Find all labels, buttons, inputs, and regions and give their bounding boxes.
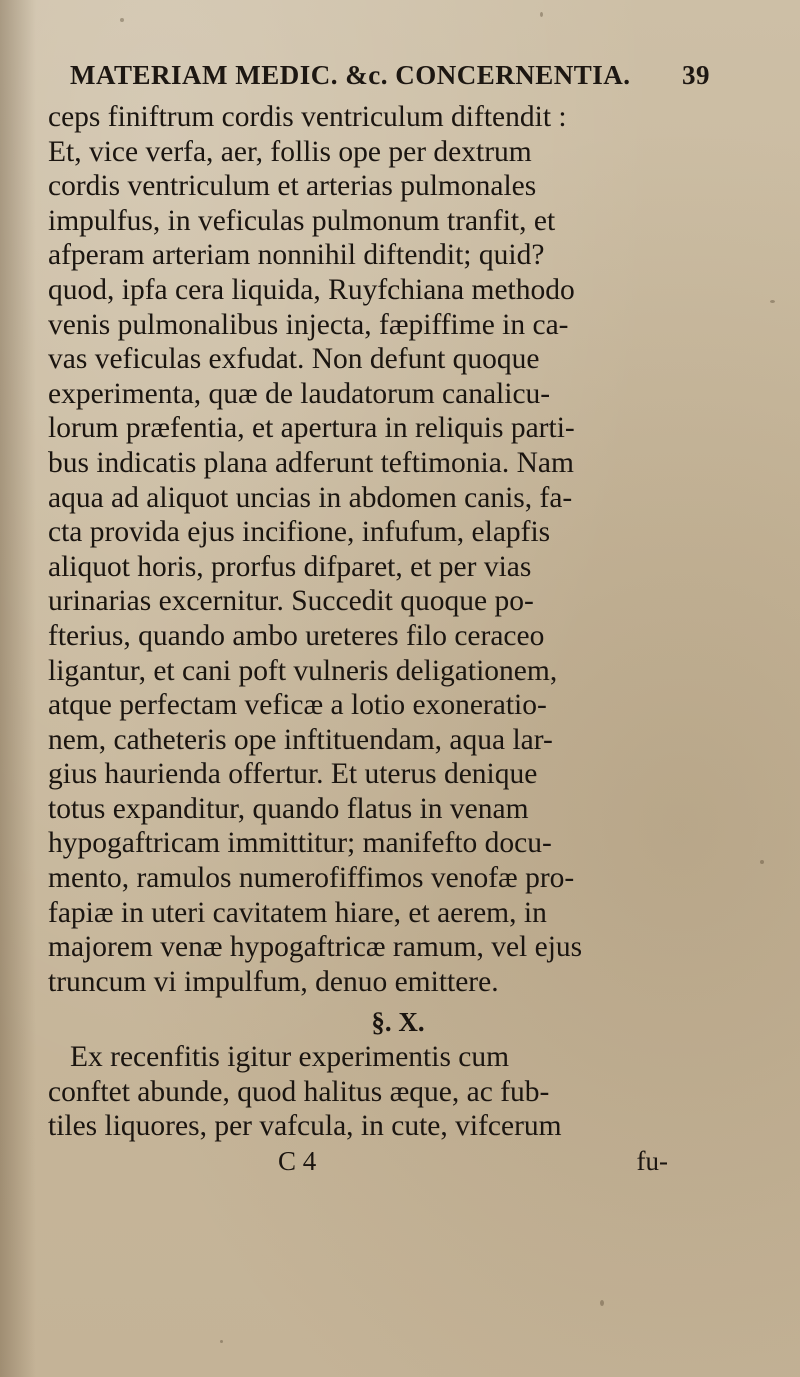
paper-speck: [600, 1300, 604, 1306]
signature-mark: C 4: [278, 1145, 317, 1176]
text-line: cta provida ejus incifione, infufum, elapfis: [48, 516, 551, 549]
paper-speck: [220, 1340, 223, 1343]
catchword: fu-: [636, 1145, 668, 1176]
text-line: lorum præfentia, et apertura in reliquis parti-: [48, 412, 575, 445]
text-line: Ex recenfitis igitur experimentis cum: [70, 1041, 510, 1074]
page-number: 39: [682, 60, 710, 90]
text-line: aqua ad aliquot uncias in abdomen canis, fa-: [48, 481, 573, 514]
text-line: quod, ipfa cera liquida, Ruyfchiana methodo: [48, 273, 575, 306]
text-line: conftet abunde, quod halitus æque, ac fub-: [48, 1075, 550, 1108]
section-heading: §. X.: [371, 1007, 425, 1038]
text-line: venis pulmonalibus injecta, fæpiffime in ca-: [48, 308, 569, 341]
page-footer: [48, 1144, 728, 1179]
text-line: fapiæ in uteri cavitatem hiare, et aerem, in: [48, 896, 547, 929]
paragraph-1: [48, 100, 728, 999]
paragraph-2: [48, 1040, 728, 1144]
gutter-shadow: [0, 0, 36, 1377]
text-line: ligantur, et cani poft vulneris deligationem,: [48, 654, 558, 687]
text-line: cordis ventriculum et arterias pulmonales: [48, 170, 537, 203]
text-line: vas veficulas exfudat. Non defunt quoque: [48, 343, 540, 376]
text-line: urinarias excernitur. Succedit quoque po-: [48, 585, 534, 618]
page-header: [60, 60, 710, 100]
text-line: aliquot horis, prorfus difparet, et per vias: [48, 550, 532, 583]
text-line: mento, ramulos numerofiffimos venofæ pro-: [48, 862, 575, 895]
text-line: afperam arteriam nonnihil diftendit; quid?: [48, 239, 545, 272]
paper-speck: [770, 300, 775, 303]
text-line: truncum vi impulfum, denuo emittere.: [48, 965, 499, 998]
text-line: experimenta, quæ de laudatorum canalicu-: [48, 377, 551, 410]
text-line: nem, catheteris ope inftituendam, aqua lar-: [48, 723, 553, 756]
text-line: tiles liquores, per vafcula, in cute, vifcerum: [48, 1110, 562, 1143]
text-line: totus expanditur, quando flatus in venam: [48, 792, 529, 825]
paper-speck: [760, 860, 764, 864]
text-line: hypogaftricam immittitur; manifefto docu-: [48, 827, 552, 860]
text-line: atque perfectam veficæ a lotio exoneratio-: [48, 689, 547, 722]
text-line: impulfus, in veficulas pulmonum tranfit, et: [48, 204, 556, 237]
running-title: MATERIAM MEDIC. &c. CONCERNENTIA.: [70, 60, 631, 90]
text-line: fterius, quando ambo ureteres filo ceraceo: [48, 619, 545, 652]
text-line: Et, vice verfa, aer, follis ope per dextrum: [48, 135, 532, 168]
body-text: [48, 100, 728, 1178]
text-line: ceps finiftrum cordis ventriculum diftendit :: [48, 101, 567, 133]
paper-speck: [120, 18, 124, 22]
paper-speck: [540, 12, 543, 17]
text-line: gius haurienda offertur. Et uterus denique: [48, 758, 538, 791]
text-line: majorem venæ hypogaftricæ ramum, vel ejus: [48, 931, 583, 964]
text-line: bus indicatis plana adferunt teftimonia. Nam: [48, 446, 574, 479]
